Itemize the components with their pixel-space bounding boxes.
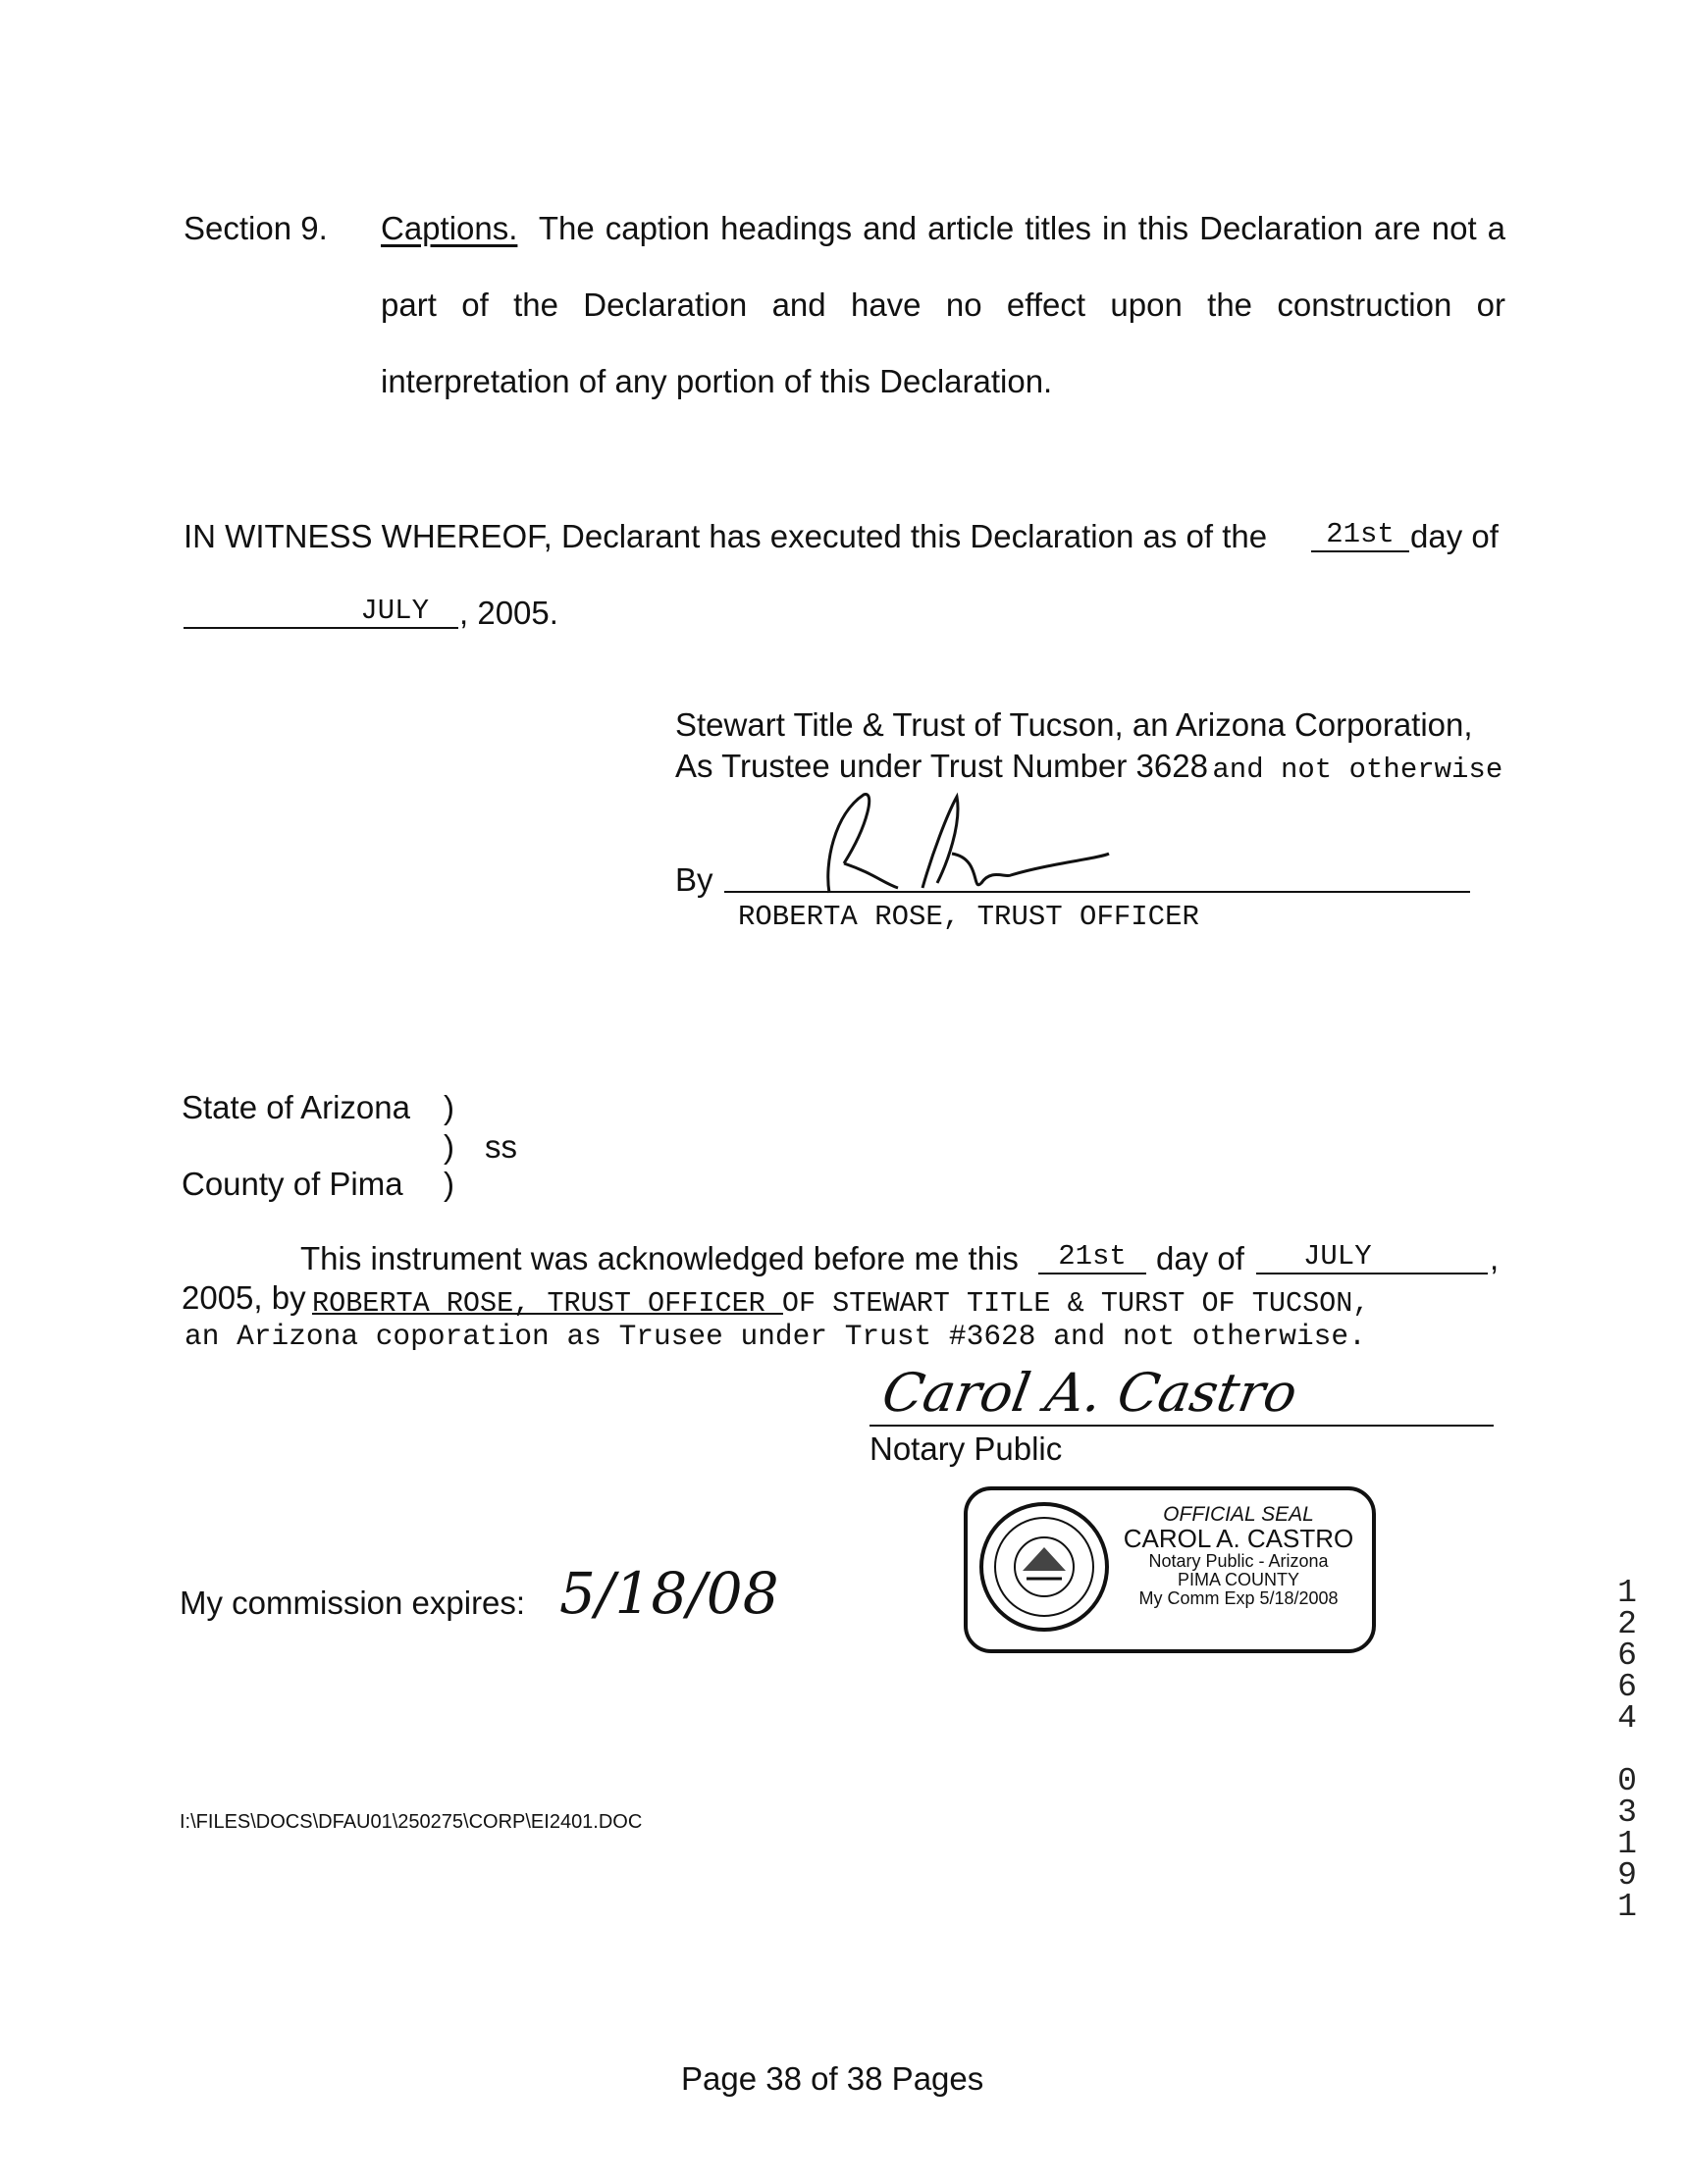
- signer-line-1: Stewart Title & Trust of Tucson, an Arizona Corporation,: [675, 706, 1473, 743]
- stamp-text: [1115, 1504, 1362, 1608]
- section-line-1-text: The caption headings and article titles in this Declaration are not a: [538, 210, 1505, 246]
- file-path: I:\FILES\DOCS\DFAU01\250275\CORP\EI2401.DOC: [180, 1811, 643, 1833]
- stamp-line-1: OFFICIAL SEAL: [1163, 1503, 1314, 1526]
- roberta-signature: [775, 785, 1138, 903]
- ack-month-field: [1256, 1240, 1488, 1274]
- section-caption: Captions.: [381, 210, 518, 246]
- signer-line-2: [675, 748, 1502, 786]
- ack-month: JULY: [1303, 1240, 1372, 1273]
- signer-by-label: By: [675, 861, 713, 898]
- ack-day: 21st: [1058, 1240, 1127, 1273]
- venue-ss: ss: [485, 1128, 517, 1165]
- commission-date: 5/18/08: [559, 1560, 779, 1627]
- witness-text: IN WITNESS WHEREOF, Declarant has executed this Declaration as of the: [184, 518, 1268, 554]
- ack-year-by: 2005, by: [182, 1279, 306, 1316]
- ack-text: This instrument was acknowledged before me this: [300, 1240, 1019, 1276]
- witness-day-field: [1311, 518, 1409, 552]
- section-line-1: [381, 210, 1505, 247]
- venue-county: County of Pima: [182, 1166, 403, 1202]
- venue-state: State of Arizona: [182, 1089, 410, 1125]
- section-line-3: interpretation of any portion of this Declaration.: [381, 363, 1053, 399]
- notary-signature: Carol A. Castro: [877, 1362, 1302, 1424]
- signer-line-2-typed: and not otherwise: [1212, 754, 1503, 786]
- witness-month: JULY: [360, 595, 429, 627]
- stamp-line-2: CAROL A. CASTRO: [1123, 1524, 1354, 1554]
- official-seal-stamp: [964, 1486, 1376, 1653]
- stamp-line-5: My Comm Exp 5/18/2008: [1138, 1588, 1339, 1609]
- witness-day: 21st: [1326, 518, 1395, 550]
- notary-signature-line: [869, 1425, 1494, 1427]
- venue-paren-2: ): [444, 1128, 454, 1165]
- signer-name: ROBERTA ROSE, TRUST OFFICER: [738, 901, 1199, 933]
- witness-day-suffix: day of: [1410, 518, 1499, 554]
- witness-month-field: [184, 595, 458, 629]
- commission-label: My commission expires:: [180, 1585, 526, 1621]
- stamp-line-4: PIMA COUNTY: [1177, 1570, 1299, 1590]
- ack-day-field: [1038, 1240, 1146, 1274]
- section-label: Section 9.: [184, 210, 328, 246]
- notary-label: Notary Public: [869, 1430, 1063, 1467]
- side-number: 1 2 6 6 4 0 3 1 9 1: [1617, 1575, 1637, 1925]
- venue-paren-3: ): [444, 1166, 454, 1202]
- witness-year: , 2005.: [459, 595, 558, 631]
- ack-day-of: day of: [1156, 1240, 1244, 1276]
- ack-by-name: ROBERTA ROSE, TRUST OFFICER OF STEWART TITLE & TURST OF TUCSON,: [312, 1287, 1370, 1320]
- signer-line-2-text: As Trustee under Trust Number 3628: [675, 748, 1208, 784]
- section-line-2: part of the Declaration and have no effect upon the construction or: [381, 286, 1505, 323]
- state-seal-icon: [979, 1502, 1109, 1632]
- ack-comma: ,: [1490, 1240, 1500, 1276]
- stamp-line-3: Notary Public - Arizona: [1148, 1551, 1329, 1572]
- venue-paren-1: ): [444, 1089, 454, 1125]
- ack-line-2: an Arizona coporation as Trusee under Trust #3628 and not otherwise.: [184, 1320, 1366, 1353]
- ack-by-underline: [312, 1313, 783, 1315]
- page-footer: Page 38 of 38 Pages: [681, 2060, 984, 2097]
- ack-by-text: [312, 1287, 1369, 1320]
